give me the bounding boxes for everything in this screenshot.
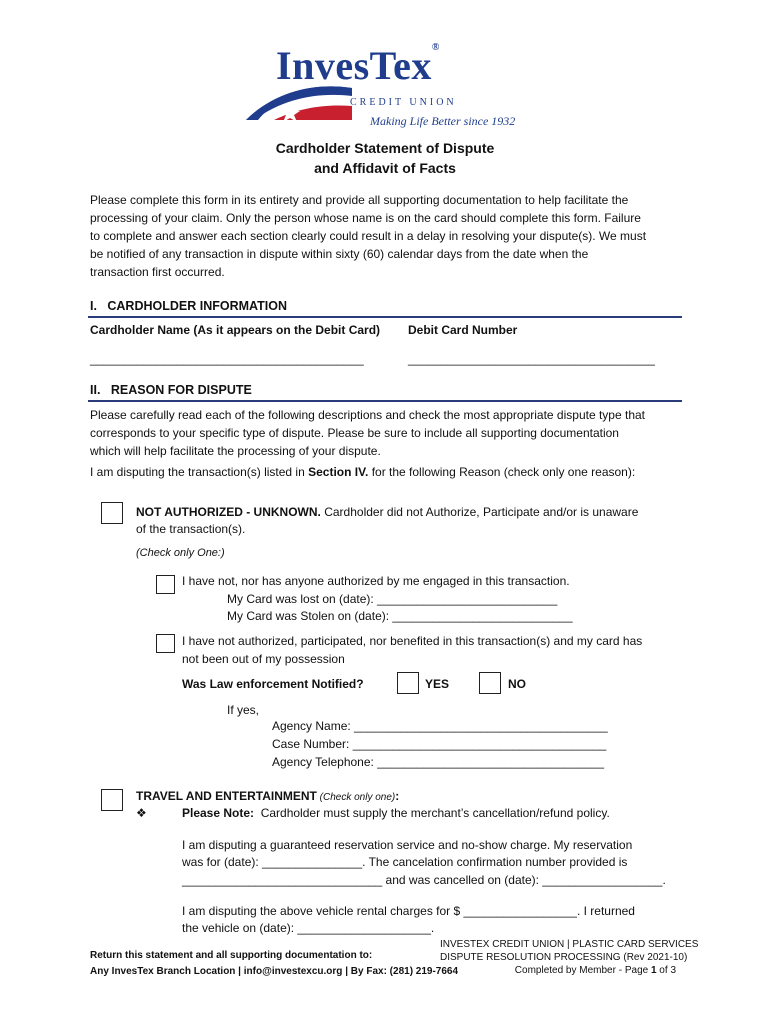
section-2-paragraph: [90, 406, 676, 460]
reservation-line-1: I am disputing a guaranteed reservation service and no-show charge. My reservation: [182, 838, 633, 852]
intro-paragraph: [90, 191, 676, 281]
agency-telephone-field[interactable]: Agency Telephone: __________________________________: [272, 755, 605, 769]
intro-line: processing of your claim. Only the person whose name is on the card should complete this form. Failure: [90, 211, 641, 225]
section-2-line: corresponds to your specific type of dispute. Please be sure to include all supporting documentation: [90, 426, 619, 440]
intro-line: to complete and answer each section clearly could result in a delay in resolving your dispute(s). We must: [90, 229, 647, 243]
travel-title: TRAVEL AND ENTERTAINMENT: [136, 789, 317, 803]
cardholder-name-label: Cardholder Name (As it appears on the Debit Card): [90, 323, 381, 337]
not-authorized-checkbox[interactable]: [101, 502, 123, 524]
not-engaged-text: I have not, nor has anyone authorized by me engaged in this transaction.: [182, 574, 570, 588]
check-only-one-note: (Check only One:): [136, 547, 225, 559]
rental-line-1[interactable]: I am disputing the above vehicle rental charges for $ _________________. I returned: [182, 904, 635, 918]
not-engaged-checkbox[interactable]: [156, 575, 175, 594]
please-note-label: Please Note:: [182, 806, 255, 820]
section-1-rule: [88, 316, 682, 318]
footer-right: [440, 938, 699, 977]
disputing-prefix: I am disputing the transaction(s) listed in: [90, 465, 309, 479]
case-number-field[interactable]: Case Number: ______________________________________: [272, 737, 607, 751]
footer-page-prefix: Completed by Member - Page: [514, 965, 651, 976]
not-authorized-desc-2: of the transaction(s).: [136, 522, 246, 536]
footer-return-line-2: Any InvesTex Branch Location | info@investexcu.org | By Fax: (281) 219-7664: [90, 966, 459, 977]
card-stolen-field[interactable]: My Card was Stolen on (date): ___________________________: [227, 609, 573, 623]
intro-line: transaction first occurred.: [90, 265, 225, 279]
if-yes-label: If yes,: [227, 703, 260, 717]
section-2-line: Please carefully read each of the following descriptions and check the most appropriate dispute type that: [90, 408, 645, 422]
please-note-text: Cardholder must supply the merchant’s cancellation/refund policy.: [254, 806, 610, 820]
footer-page: [440, 964, 676, 977]
logo-sub: CREDIT UNION: [350, 97, 457, 108]
disputing-reason-line: [90, 465, 635, 479]
rental-line-2[interactable]: the vehicle on (date): ____________________.: [182, 921, 435, 935]
not-authorized-desc: Cardholder did not Authorize, Participate and/or is unaware: [320, 505, 639, 519]
logo-name: InvesTex: [276, 43, 432, 88]
intro-line: be notified of any transaction in dispute within sixty (60) calendar days from the date when the: [90, 247, 589, 261]
section-iv-ref: Section IV.: [308, 465, 369, 479]
footer-page-of: of: [656, 965, 671, 976]
note-bullet-icon: ❖: [136, 806, 147, 820]
law-yes-checkbox[interactable]: [397, 672, 419, 694]
footer-page-number: 1: [650, 965, 657, 976]
reservation-line-2[interactable]: was for (date): _______________. The cancelation confirmation number provided is: [182, 855, 628, 869]
not-authorized-title: NOT AUTHORIZED - UNKNOWN.: [136, 505, 321, 519]
travel-colon: :: [395, 789, 400, 803]
section-2-heading: II. REASON FOR DISPUTE: [90, 383, 252, 397]
travel-heading: [136, 789, 399, 803]
section-1-heading: I. CARDHOLDER INFORMATION: [90, 299, 287, 313]
not-authorized-line: [136, 505, 638, 519]
reservation-line-3[interactable]: ______________________________ and was cancelled on (date): __________________.: [182, 873, 666, 887]
law-no-label: NO: [508, 677, 526, 691]
cardholder-name-field[interactable]: _________________________________________: [90, 352, 364, 366]
agency-name-field[interactable]: Agency Name: ______________________________________: [272, 719, 608, 733]
intro-line: Please complete this form in its entirety and provide all supporting documentation to help facilitate the: [90, 193, 629, 207]
footer-org: INVESTEX CREDIT UNION | PLASTIC CARD SERVICES: [440, 939, 699, 950]
debit-card-field[interactable]: _____________________________________: [408, 352, 655, 366]
section-2-line: which will help facilitate the processing of your dispute.: [90, 444, 381, 458]
not-benefited-text-1: I have not authorized, participated, nor benefited in this transaction(s) and my card has: [182, 634, 643, 648]
logo: [238, 42, 538, 132]
footer-rev: DISPUTE RESOLUTION PROCESSING (Rev 2021-10): [440, 952, 688, 963]
please-note-line: [182, 806, 610, 820]
page-subtitle: and Affidavit of Facts: [314, 160, 456, 176]
page-title: Cardholder Statement of Dispute: [275, 140, 495, 156]
law-enforcement-label: Was Law enforcement Notified?: [182, 677, 364, 691]
logo-tagline: Making Life Better since 1932: [370, 114, 516, 128]
debit-card-label: Debit Card Number: [408, 323, 518, 337]
not-benefited-checkbox[interactable]: [156, 634, 175, 653]
disputing-suffix: for the following Reason (check only one reason):: [368, 465, 636, 479]
card-lost-field[interactable]: My Card was lost on (date): ___________________________: [227, 592, 558, 606]
registered-mark: ®: [431, 42, 440, 53]
section-2-rule: [88, 400, 682, 402]
travel-check-only: (Check only one): [316, 792, 396, 803]
law-yes-label: YES: [425, 677, 450, 691]
travel-checkbox[interactable]: [101, 789, 123, 811]
law-no-checkbox[interactable]: [479, 672, 501, 694]
footer-page-total: 3: [670, 965, 676, 976]
footer-return-line-1: Return this statement and all supporting documentation to:: [90, 950, 373, 961]
not-benefited-text-2: not been out of my possession: [182, 652, 345, 666]
